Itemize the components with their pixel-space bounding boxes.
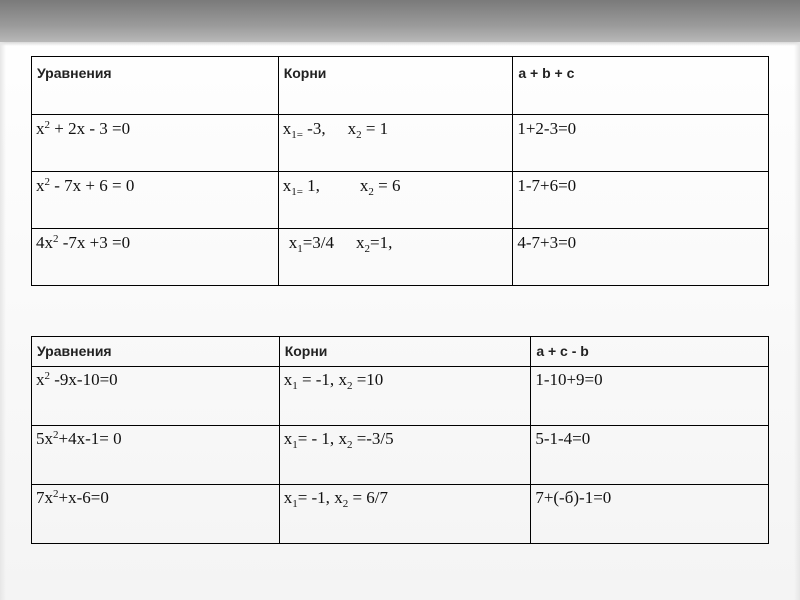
check-cell: 1-7+6=0: [513, 172, 769, 229]
equation-cell: $4x^2$ -7x +3 =0: [32, 229, 279, 286]
table-header-row: [32, 337, 769, 367]
slide-right-shadow: [794, 42, 800, 600]
roots-cell: $x_{1=}$ -3, $x_2 = 1$: [278, 115, 513, 172]
check-cell: 4-7+3=0: [513, 229, 769, 286]
equation-cell: $7x^2+x-6=0$: [32, 485, 280, 544]
check-cell: 1+2-3=0: [513, 115, 769, 172]
table-sum-a-c-minus-b: [31, 336, 769, 544]
table-sum-a-b-c: [31, 56, 769, 286]
header-equations: Уравнения: [32, 57, 279, 115]
header-equations: Уравнения: [32, 337, 280, 367]
slide-left-shadow: [0, 42, 6, 600]
header-roots: Корни: [278, 57, 513, 115]
check-cell: 7+(-б)-1=0: [531, 485, 769, 544]
table-row: [32, 367, 769, 426]
roots-cell: $x_1=3/4$ $x_2=1$,: [278, 229, 513, 286]
equation-cell: $x^2$ -9x-10=0: [32, 367, 280, 426]
header-check: a + b + c: [513, 57, 769, 115]
table-row: [32, 229, 769, 286]
roots-cell: $x_{1=}$ 1, $x_2 = 6$: [278, 172, 513, 229]
header-check: a + c - b: [531, 337, 769, 367]
table-row: [32, 426, 769, 485]
table-row: [32, 115, 769, 172]
roots-cell: $x_1= - 1$, $x_2 =-3/5$: [279, 426, 531, 485]
equation-cell: $x^2 - 7x + 6 = 0$: [32, 172, 279, 229]
table-header-row: [32, 57, 769, 115]
check-cell: 1-10+9=0: [531, 367, 769, 426]
check-cell: 5-1-4=0: [531, 426, 769, 485]
slide-top-band: [0, 0, 800, 42]
equation-cell: $x^2 + 2x - 3 =0$: [32, 115, 279, 172]
header-roots: Корни: [279, 337, 531, 367]
table-row: [32, 172, 769, 229]
table-row: [32, 485, 769, 544]
roots-cell: $x_1 = -1$, $x_2 =10$: [279, 367, 531, 426]
roots-cell: $x_1= -1$, $x_2 = 6/7$: [279, 485, 531, 544]
equation-cell: $5x^2+4x-1= 0$: [32, 426, 280, 485]
